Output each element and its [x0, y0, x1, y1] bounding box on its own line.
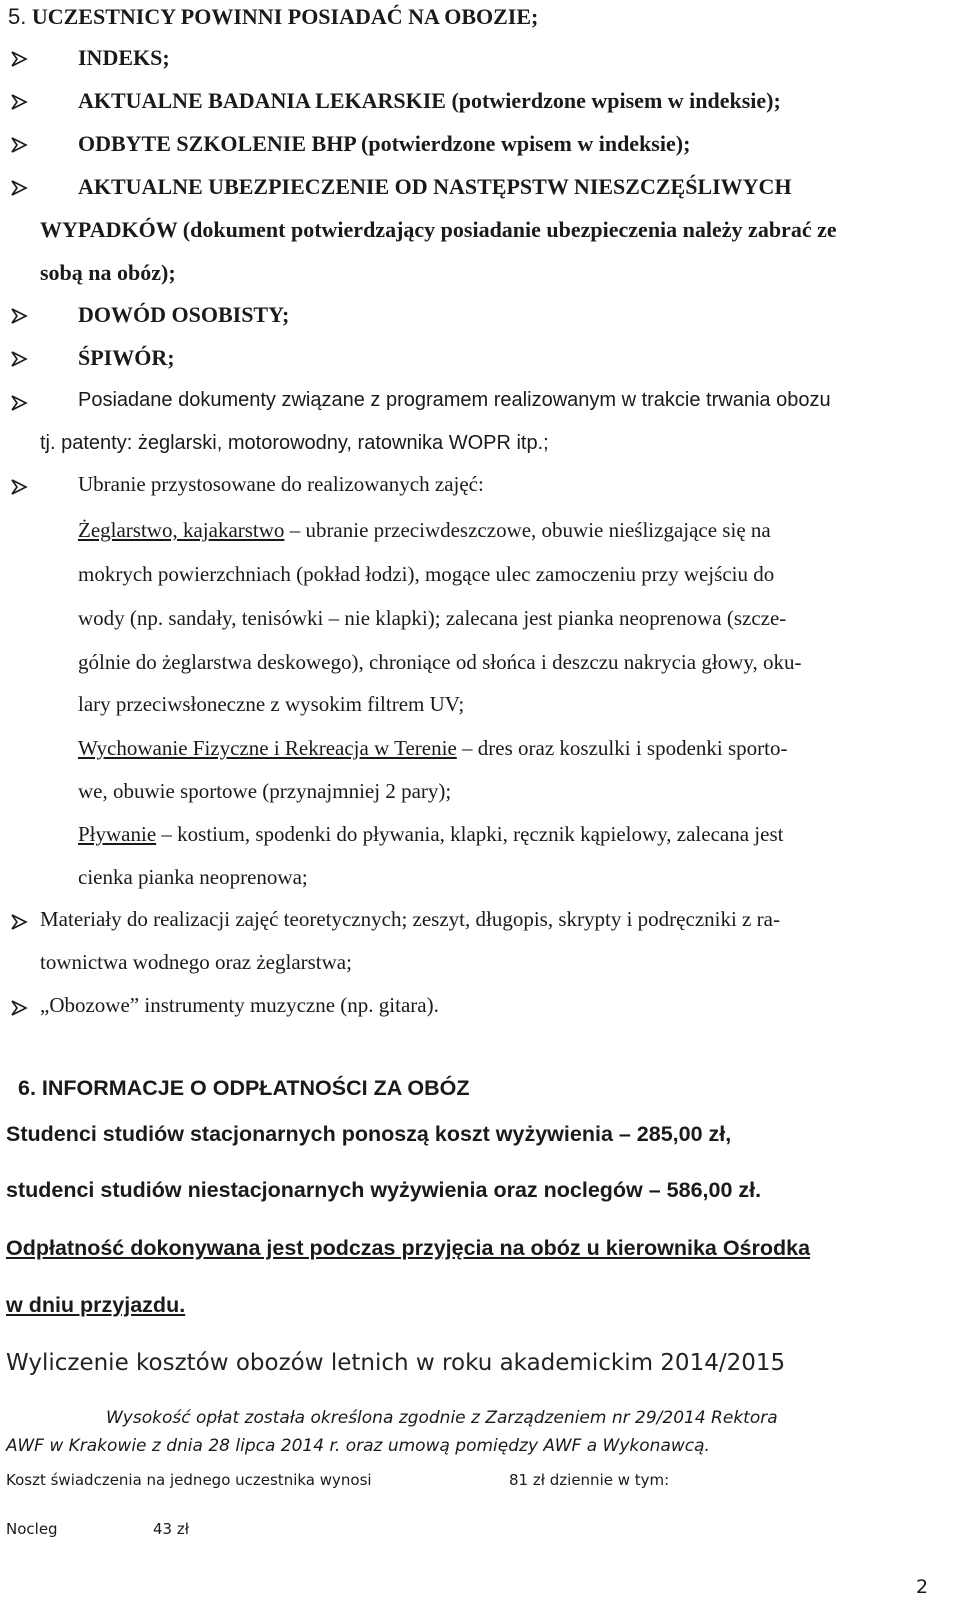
bullet-medical: AKTUALNE BADANIA LEKARSKIE (potwierdzone wpisem w indeksie); [78, 88, 781, 113]
bullet-instruments: „Obozowe” instrumenty muzyczne (np. gitara). [40, 993, 439, 1017]
bullet-materials-line2: townictwa wodnego oraz żeglarstwa; [40, 950, 352, 974]
clothing-swim-line1: Pływanie – kostium, spodenki do pływania, klapki, ręcznik kąpielowy, zalecana jest [78, 822, 784, 846]
costs-note-line1: Wysokość opłat została określona zgodnie z Zarządzeniem nr 29/2014 Rektora [106, 1408, 778, 1428]
sailing-label: Żeglarstwo, kajakarstwo [78, 518, 285, 542]
lodging-label: Nocleg [6, 1520, 58, 1538]
arrowhead-bullet-icon [10, 350, 28, 368]
costs-heading: Wyliczenie kosztów obozów letnich w roku akademickim 2014/2015 [6, 1350, 786, 1376]
bullet-materials-line1: Materiały do realizacji zajęć teoretycznych; zeszyt, długopis, skrypty i podręczniki z ra- [40, 907, 780, 931]
arrowhead-bullet-icon [10, 136, 28, 154]
bullet-bhp: ODBYTE SZKOLENIE BHP (potwierdzone wpisem w indeksie); [78, 131, 691, 156]
clothing-pe-line2: we, obuwie sportowe (przynajmniej 2 pary); [78, 779, 452, 803]
arrowhead-bullet-icon [10, 913, 28, 931]
section-6-parttime-cost: studenci studiów niestacjonarnych wyżywienia oraz noclegów – 586,00 zł. [6, 1178, 762, 1202]
arrowhead-bullet-icon [10, 307, 28, 325]
bullet-documents-line1: Posiadane dokumenty związane z programem realizowanym w trakcie trwania obozu [78, 389, 831, 411]
arrowhead-bullet-icon [10, 179, 28, 197]
arrowhead-bullet-icon [10, 394, 28, 412]
clothing-sailing-line2: mokrych powierzchniach (pokład łodzi), mogące ulec zamoczeniu przy wejściu do [78, 562, 775, 586]
pe-label: Wychowanie Fizyczne i Rekreacja w Terenie [78, 736, 457, 760]
per-person-value: 81 zł dziennie w tym: [509, 1471, 670, 1489]
clothing-sailing-line5: lary przeciwsłoneczne z wysokim filtrem UV; [78, 692, 465, 716]
costs-note-line2: AWF w Krakowie z dnia 28 lipca 2014 r. oraz umową pomiędzy AWF a Wykonawcą. [6, 1436, 710, 1456]
section-5-number: 5. [8, 4, 27, 29]
bullet-index: INDEKS; [78, 45, 170, 70]
bullet-insurance-line2: WYPADKÓW (dokument potwierdzający posiadanie ubezpieczenia należy zabrać ze [40, 217, 837, 242]
clothing-sailing-line1: Żeglarstwo, kajakarstwo – ubranie przeciwdeszczowe, obuwie nieślizgające się na [78, 518, 771, 542]
clothing-sailing-line3: wody (np. sandały, tenisówki – nie klapki); zalecana jest pianka neoprenowa (szcze- [78, 606, 787, 630]
section-5-title: UCZESTNICY POWINNI POSIADAĆ NA OBOZIE; [26, 4, 539, 29]
arrowhead-bullet-icon [10, 93, 28, 111]
clothing-swim-line2: cienka pianka neoprenowa; [78, 865, 308, 889]
arrowhead-bullet-icon [10, 999, 28, 1017]
swim-label: Pływanie [78, 822, 157, 846]
bullet-insurance-line3: sobą na obóz); [40, 260, 176, 285]
arrowhead-bullet-icon [10, 478, 28, 496]
section-6-payment-line1: Odpłatność dokonywana jest podczas przyjęcia na obóz u kierownika Ośrodka [6, 1236, 811, 1260]
section-6-fulltime-cost: Studenci studiów stacjonarnych ponoszą koszt wyżywienia – 285,00 zł, [6, 1122, 732, 1146]
clothing-sailing-line4: gólnie do żeglarstwa deskowego), chroniące od słońca i deszczu nakrycia głowy, oku- [78, 650, 802, 674]
section-6-payment-line2: w dniu przyjazdu. [6, 1293, 186, 1317]
page-number: 2 [916, 1576, 929, 1598]
bullet-documents-line2: tj. patenty: żeglarski, motorowodny, ratownika WOPR itp.; [40, 432, 549, 454]
lodging-value: 43 zł [153, 1520, 189, 1538]
bullet-insurance-line1: AKTUALNE UBEZPIECZENIE OD NASTĘPSTW NIESZCZĘŚLIWYCH [78, 174, 792, 199]
bullet-clothing: Ubranie przystosowane do realizowanych zajęć: [78, 472, 484, 496]
bullet-id-card: DOWÓD OSOBISTY; [78, 302, 290, 327]
clothing-pe-line1: Wychowanie Fizyczne i Rekreacja w Terenie – dres oraz koszulki i spodenki sporto- [78, 736, 788, 760]
per-person-label: Koszt świadczenia na jednego uczestnika wynosi [6, 1471, 372, 1489]
section-6-title: 6. INFORMACJE O ODPŁATNOŚCI ZA OBÓZ [18, 1076, 470, 1100]
arrowhead-bullet-icon [10, 50, 28, 68]
section-5-heading [8, 4, 538, 30]
bullet-sleeping-bag: ŚPIWÓR; [78, 345, 175, 370]
